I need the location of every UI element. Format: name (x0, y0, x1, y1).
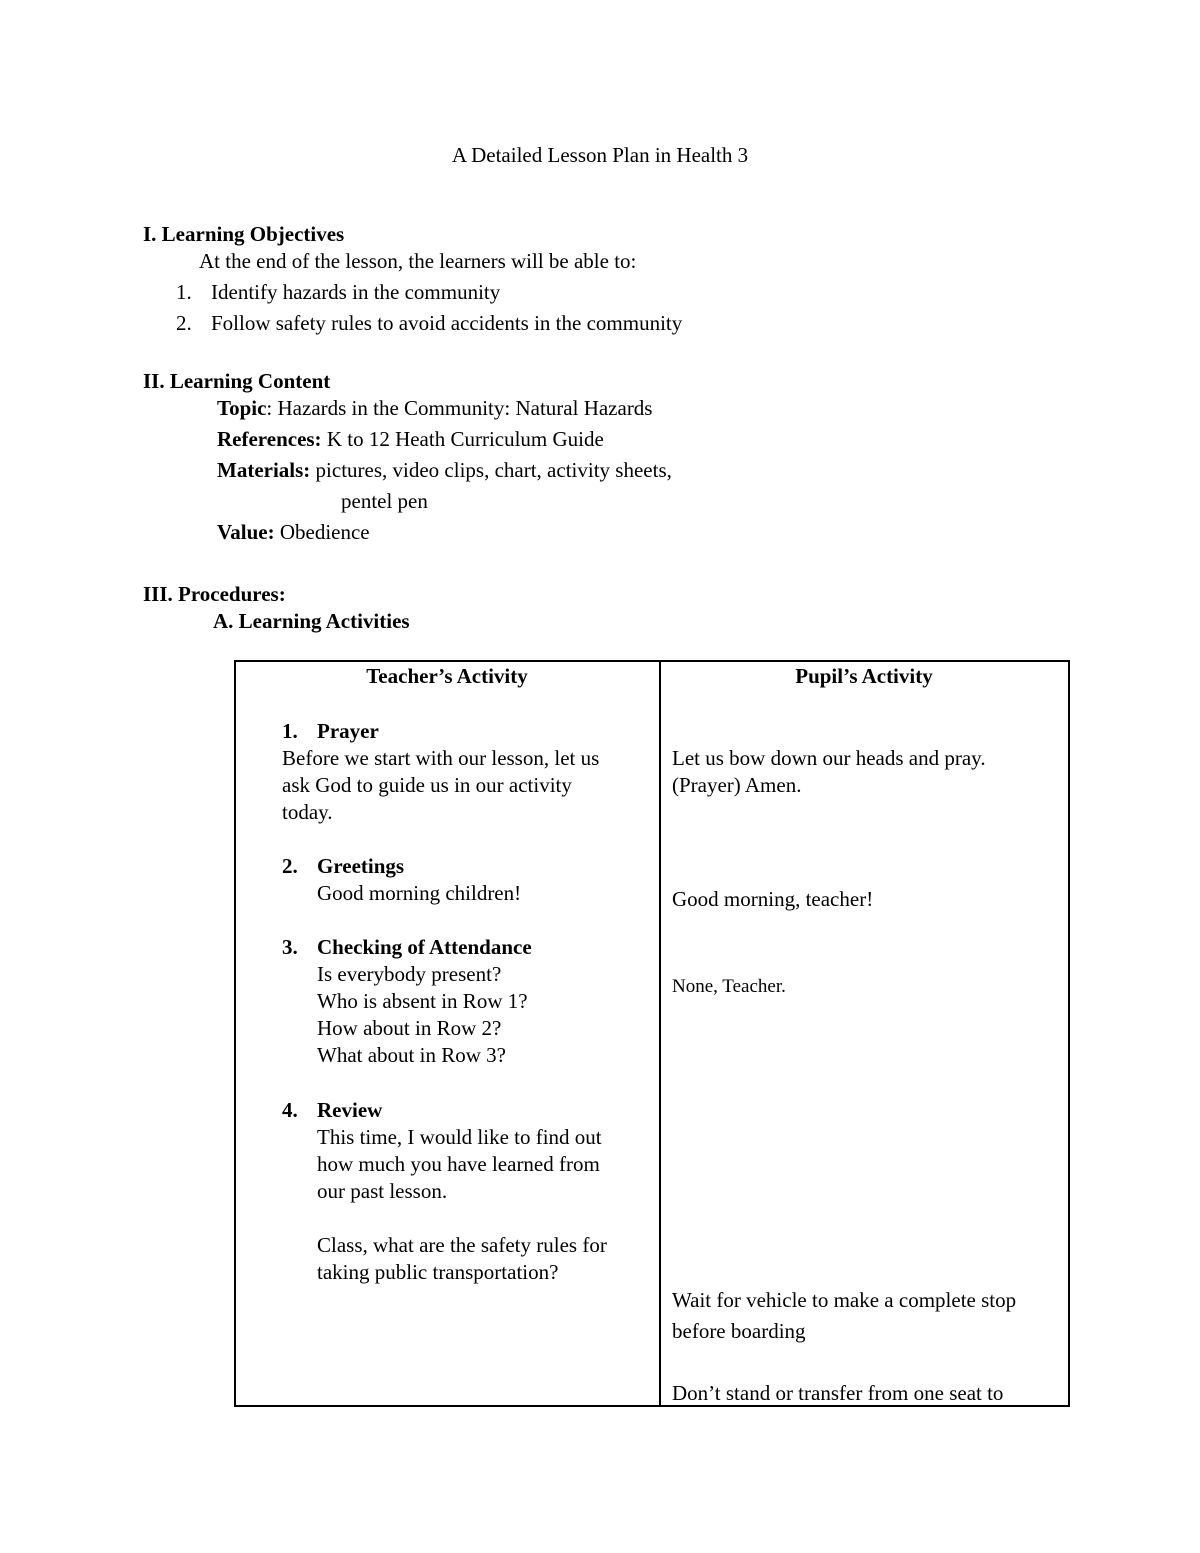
greetings-title: Greetings (317, 854, 405, 878)
topic-value: : Hazards in the Community: Natural Hazards (266, 396, 653, 420)
materials-value-continued: pentel pen (341, 489, 428, 513)
attendance-line: How about in Row 2? (317, 1016, 502, 1040)
objective-number: 2. (176, 311, 192, 335)
pupil-review-line: Wait for vehicle to make a complete stop (672, 1288, 1017, 1312)
procedures-subheading: A. Learning Activities (213, 609, 410, 633)
pupil-activity-header: Pupil’s Activity (795, 664, 933, 688)
pupil-prayer-line: (Prayer) Amen. (672, 773, 802, 797)
attendance-line: What about in Row 3? (317, 1043, 506, 1067)
review-line: This time, I would like to find out (317, 1125, 602, 1149)
table-column-divider (659, 660, 661, 1407)
page-title: A Detailed Lesson Plan in Health 3 (451, 143, 749, 167)
review-line: our past lesson. (317, 1179, 448, 1203)
objectives-intro: At the end of the lesson, the learners will be able to: (199, 249, 637, 273)
prayer-line: ask God to guide us in our activity (282, 773, 572, 797)
objective-item: Identify hazards in the community (211, 280, 501, 304)
content-heading: II. Learning Content (143, 369, 331, 393)
materials-label: Materials: (217, 458, 311, 482)
pupil-prayer-line: Let us bow down our heads and pray. (672, 746, 986, 770)
pupil-attendance: None, Teacher. (672, 976, 786, 997)
references-value: K to 12 Heath Curriculum Guide (326, 427, 604, 451)
review-question-line: taking public transportation? (317, 1260, 559, 1284)
topic-line (217, 396, 652, 421)
pupil-review-line: before boarding (672, 1319, 806, 1343)
review-question-line: Class, what are the safety rules for (317, 1233, 607, 1257)
materials-line (217, 458, 672, 483)
objective-item: Follow safety rules to avoid accidents in the community (211, 311, 683, 335)
prayer-number: 1. (282, 719, 298, 743)
materials-value: pictures, video clips, chart, activity sheets, (315, 458, 672, 482)
procedures-heading: III. Procedures: (143, 582, 286, 606)
prayer-line: Before we start with our lesson, let us (282, 746, 600, 770)
objectives-heading: I. Learning Objectives (143, 222, 345, 246)
review-line: how much you have learned from (317, 1152, 600, 1176)
teacher-activity-header: Teacher’s Activity (366, 664, 528, 688)
attendance-title: Checking of Attendance (317, 935, 532, 959)
greetings-line: Good morning children! (317, 881, 522, 905)
greetings-number: 2. (282, 854, 298, 878)
review-title: Review (317, 1098, 383, 1122)
pupil-greeting: Good morning, teacher! (672, 887, 874, 911)
references-label: References: (217, 427, 322, 451)
pupil-review-line: Don’t stand or transfer from one seat to (672, 1381, 1004, 1405)
references-line (217, 427, 604, 452)
attendance-number: 3. (282, 935, 298, 959)
objective-number: 1. (176, 280, 192, 304)
prayer-title: Prayer (317, 719, 379, 743)
attendance-line: Is everybody present? (317, 962, 502, 986)
value-value: Obedience (279, 520, 370, 544)
attendance-line: Who is absent in Row 1? (317, 989, 528, 1013)
prayer-line: today. (282, 800, 333, 824)
review-number: 4. (282, 1098, 298, 1122)
value-line (217, 520, 370, 545)
value-label: Value: (217, 520, 275, 544)
topic-label: Topic (217, 396, 267, 420)
